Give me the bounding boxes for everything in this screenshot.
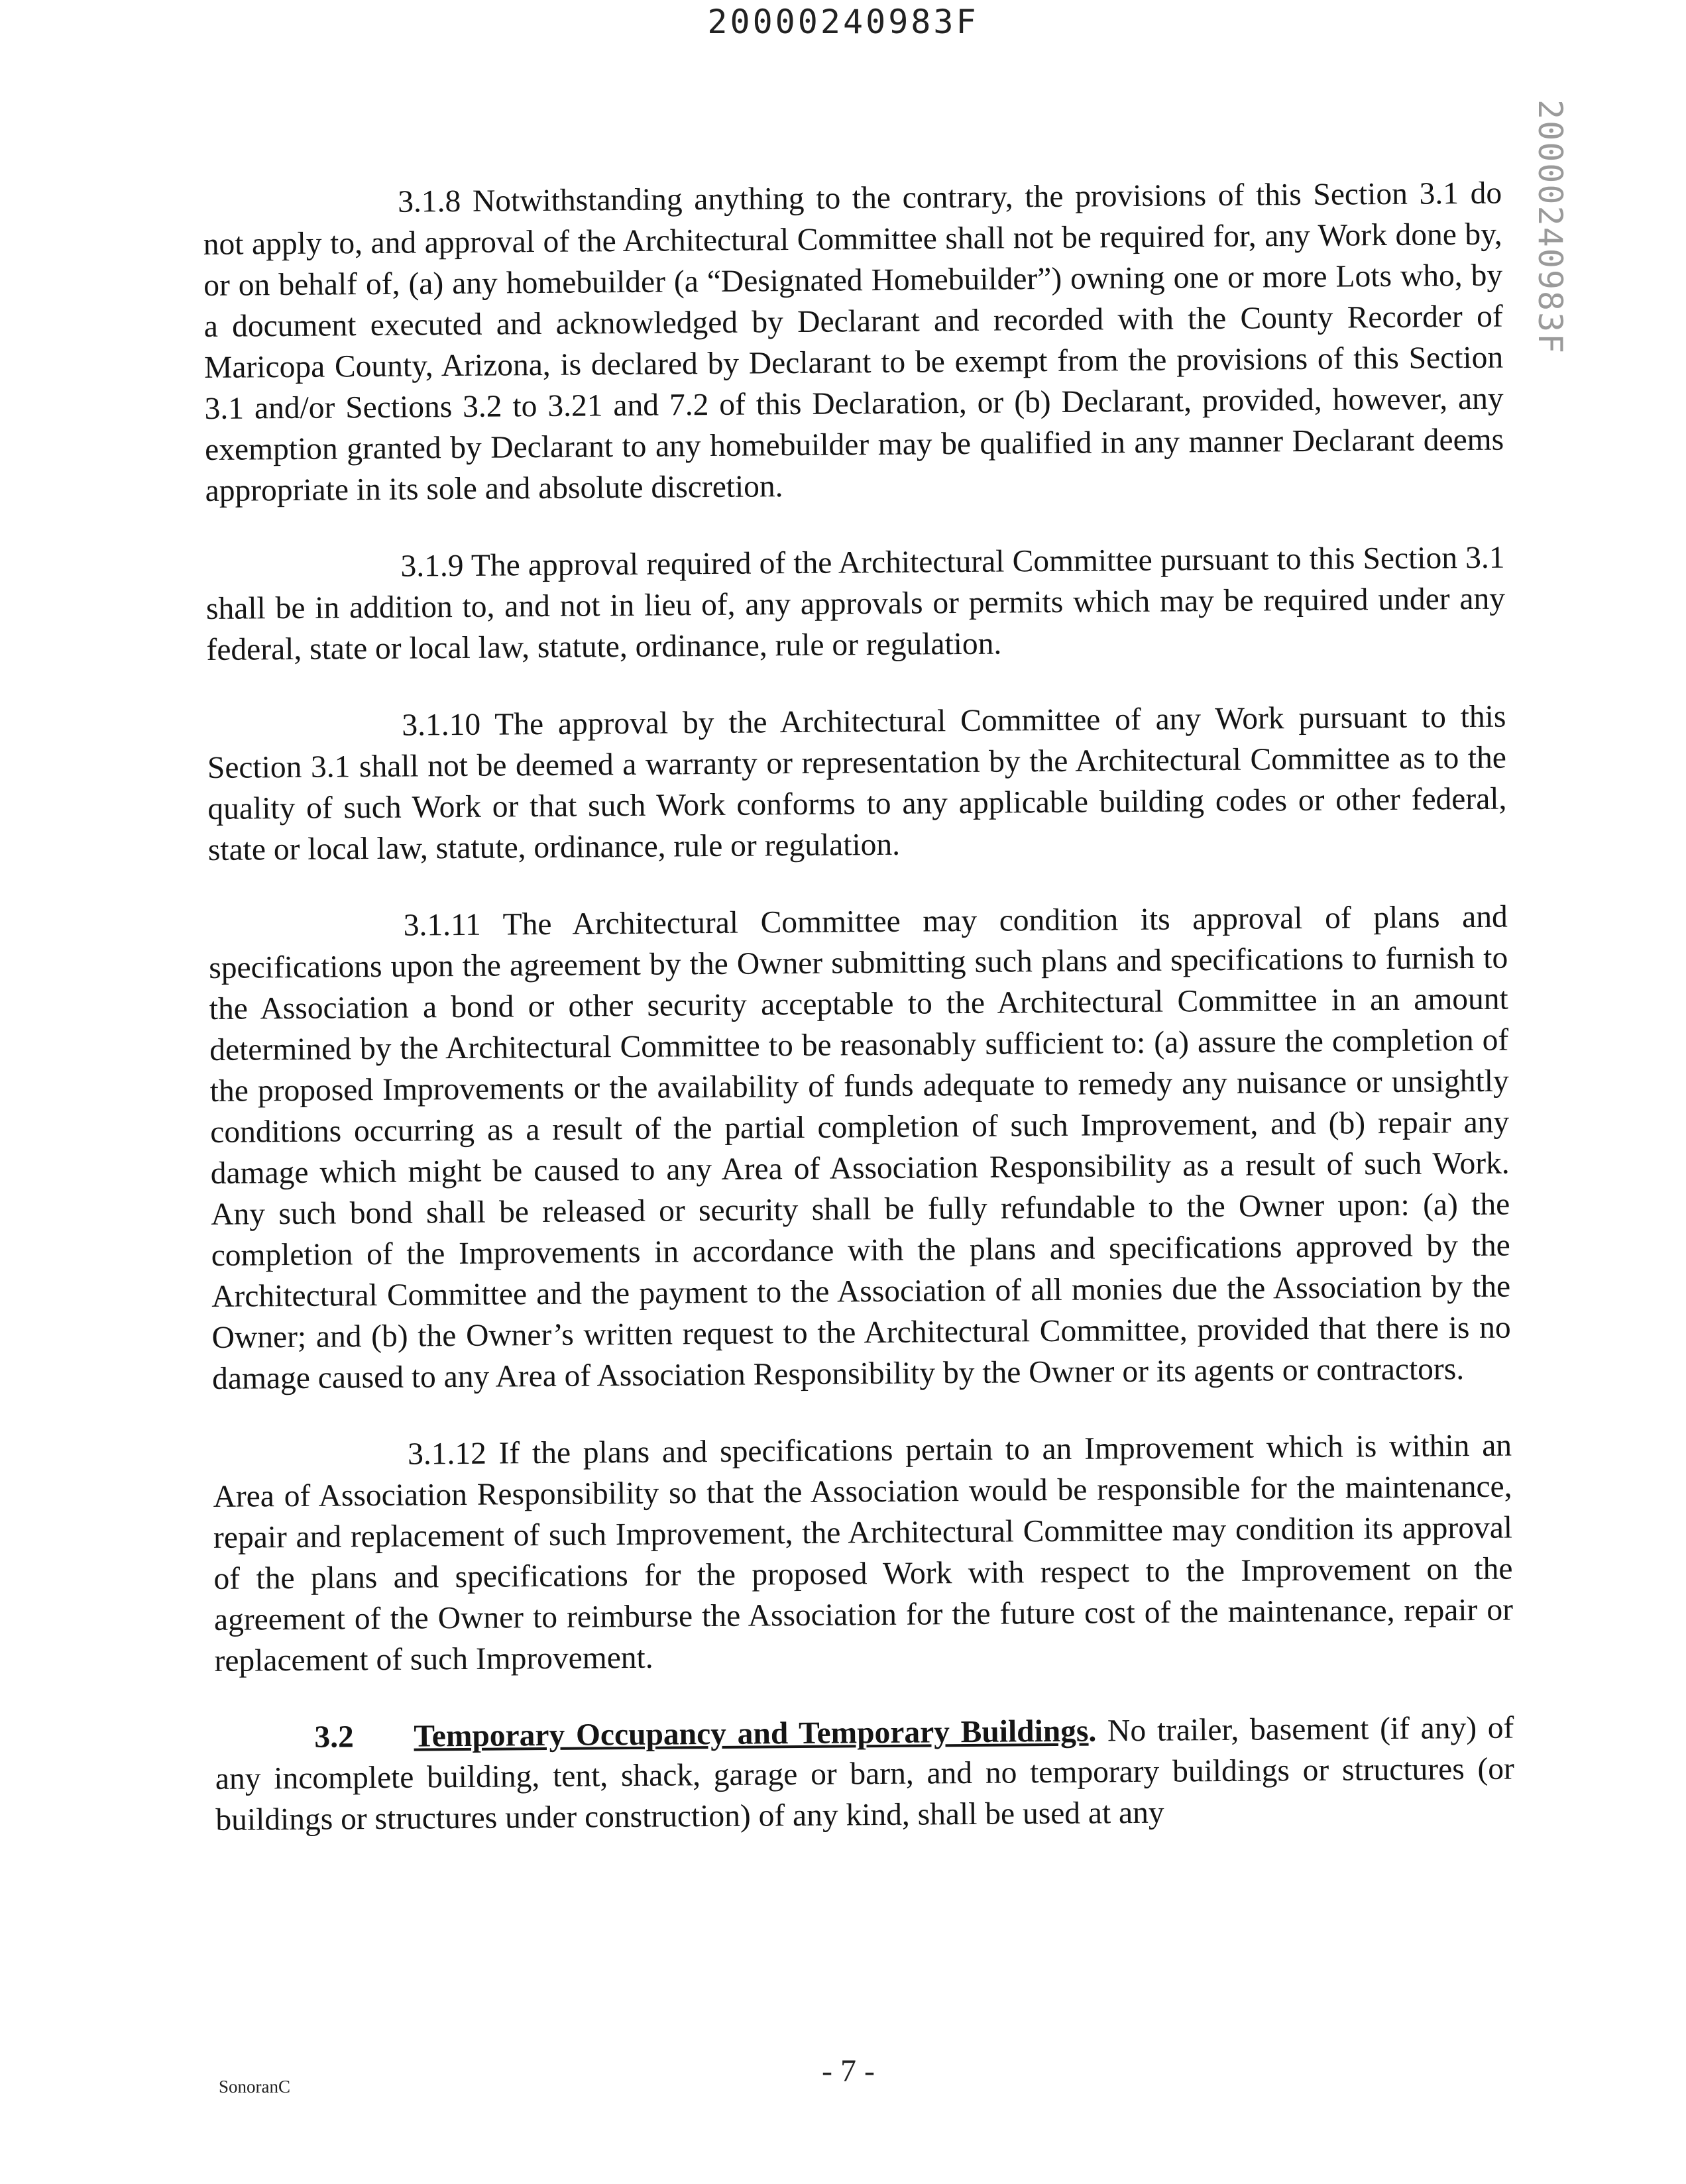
paragraph-text: Notwithstanding anything to the contrary, the provisions of this Section 3.1 do not apply to, and approval of the Architectural Committee shall not be required for, any Work done by, or on behalf of, (a) any homebuilder (a “Designated Homebuilder”) owning one or more Lots who, by a document executed and acknowledged by Declarant and recorded with the County Recorder of Maricopa County, Arizona, is declared by Declarant to be exempt from the provisions of this Section 3.1 and/or Sections 3.2 to 3.21 and 7.2 of this Declaration, or (b) Declarant, provided, however, any exemption granted by Declarant to any homebuilder may be qualified in any manner Declarant deems appropriate in its sole and absolute discretion. — [203, 176, 1504, 508]
paragraph-3-1-8 — [203, 173, 1504, 512]
section-text: No trailer, basement (if any) of any incomplete building, tent, shack, garage or barn, and no temporary buildings or structures (or buildings or structures under construction) of any kind, shall be used at any — [215, 1710, 1515, 1837]
document-body — [203, 173, 1515, 1877]
footer-label: SonoranC — [219, 2077, 290, 2097]
paragraph-number: 3.1.9 — [400, 548, 464, 584]
paragraph-text: The approval by the Architectural Committee of any Work pursuant to this Section 3.1 shall not be deemed a warranty or representation by the Architectural Committee as to the quality of such Work or that such Work conforms to any applicable building codes or other federal, state or local law, statute, ordinance, rule or regulation. — [207, 699, 1507, 867]
section-title-punct: . — [1088, 1714, 1097, 1749]
section-3-2 — [215, 1708, 1514, 1841]
document-number: 20000240983F — [707, 3, 979, 41]
paragraph-text: The Architectural Committee may condition its approval of plans and specifications upon the agreement by the Owner submitting such plans and specifications to furnish to the Association a bond or other security acceptable to the Architectural Committee in an amount determined by the Architectural Committee to be reasonably sufficient to: (a) assure the completion of the proposed Improvements or the availability of funds adequate to remedy any nuisance or unsightly conditions occurring as a result of the partial completion of such Improvement, and (b) repair any damage which might be caused to any Area of Association Responsibility as a result of such Work. Any such bond shall be released or security shall be fully refundable to the Owner upon: (a) the completion of the Improvements in accordance with the plans and specifications approved by the Architectural Committee and the payment to the Association of all monies due the Association by the Owner; and (b) the Owner’s written request to the Architectural Committee, provided that there is no damage caused to any Area of Association Responsibility by the Owner or its agents or contractors. — [209, 899, 1511, 1396]
side-recording-stamp: 20000240983F — [1531, 99, 1569, 355]
paragraph-number: 3.1.10 — [402, 707, 481, 743]
page-number: - 7 - — [822, 2053, 875, 2089]
paragraph-number: 3.1.12 — [407, 1436, 487, 1472]
paragraph-3-1-9 — [205, 537, 1505, 671]
paragraph-3-1-11 — [209, 897, 1512, 1399]
paragraph-number: 3.1.11 — [403, 907, 482, 943]
section-number: 3.2 — [314, 1720, 355, 1755]
paragraph-text: If the plans and specifications pertain to an Improvement which is within an Area of Association Responsibility so that the Association would be responsible for the maintenance, repair and replacement of such Improvement, the Architectural Committee may condition its approval of the plans and specifications for the proposed Work with respect to the Improvement on the agreement of the Owner to reimburse the Association for the future cost of the maintenance, repair or replacement of such Improvement. — [213, 1428, 1514, 1678]
paragraph-number: 3.1.8 — [398, 184, 461, 219]
section-title: Temporary Occupancy and Temporary Buildings — [414, 1714, 1089, 1754]
paragraph-3-1-12 — [213, 1425, 1514, 1682]
paragraph-3-1-10 — [207, 696, 1507, 871]
paragraph-text: The approval required of the Architectural Committee pursuant to this Section 3.1 shall be in addition to, and not in lieu of, any approvals or permits which may be required under any federal, state or local law, statute, ordinance, rule or regulation. — [205, 540, 1506, 667]
